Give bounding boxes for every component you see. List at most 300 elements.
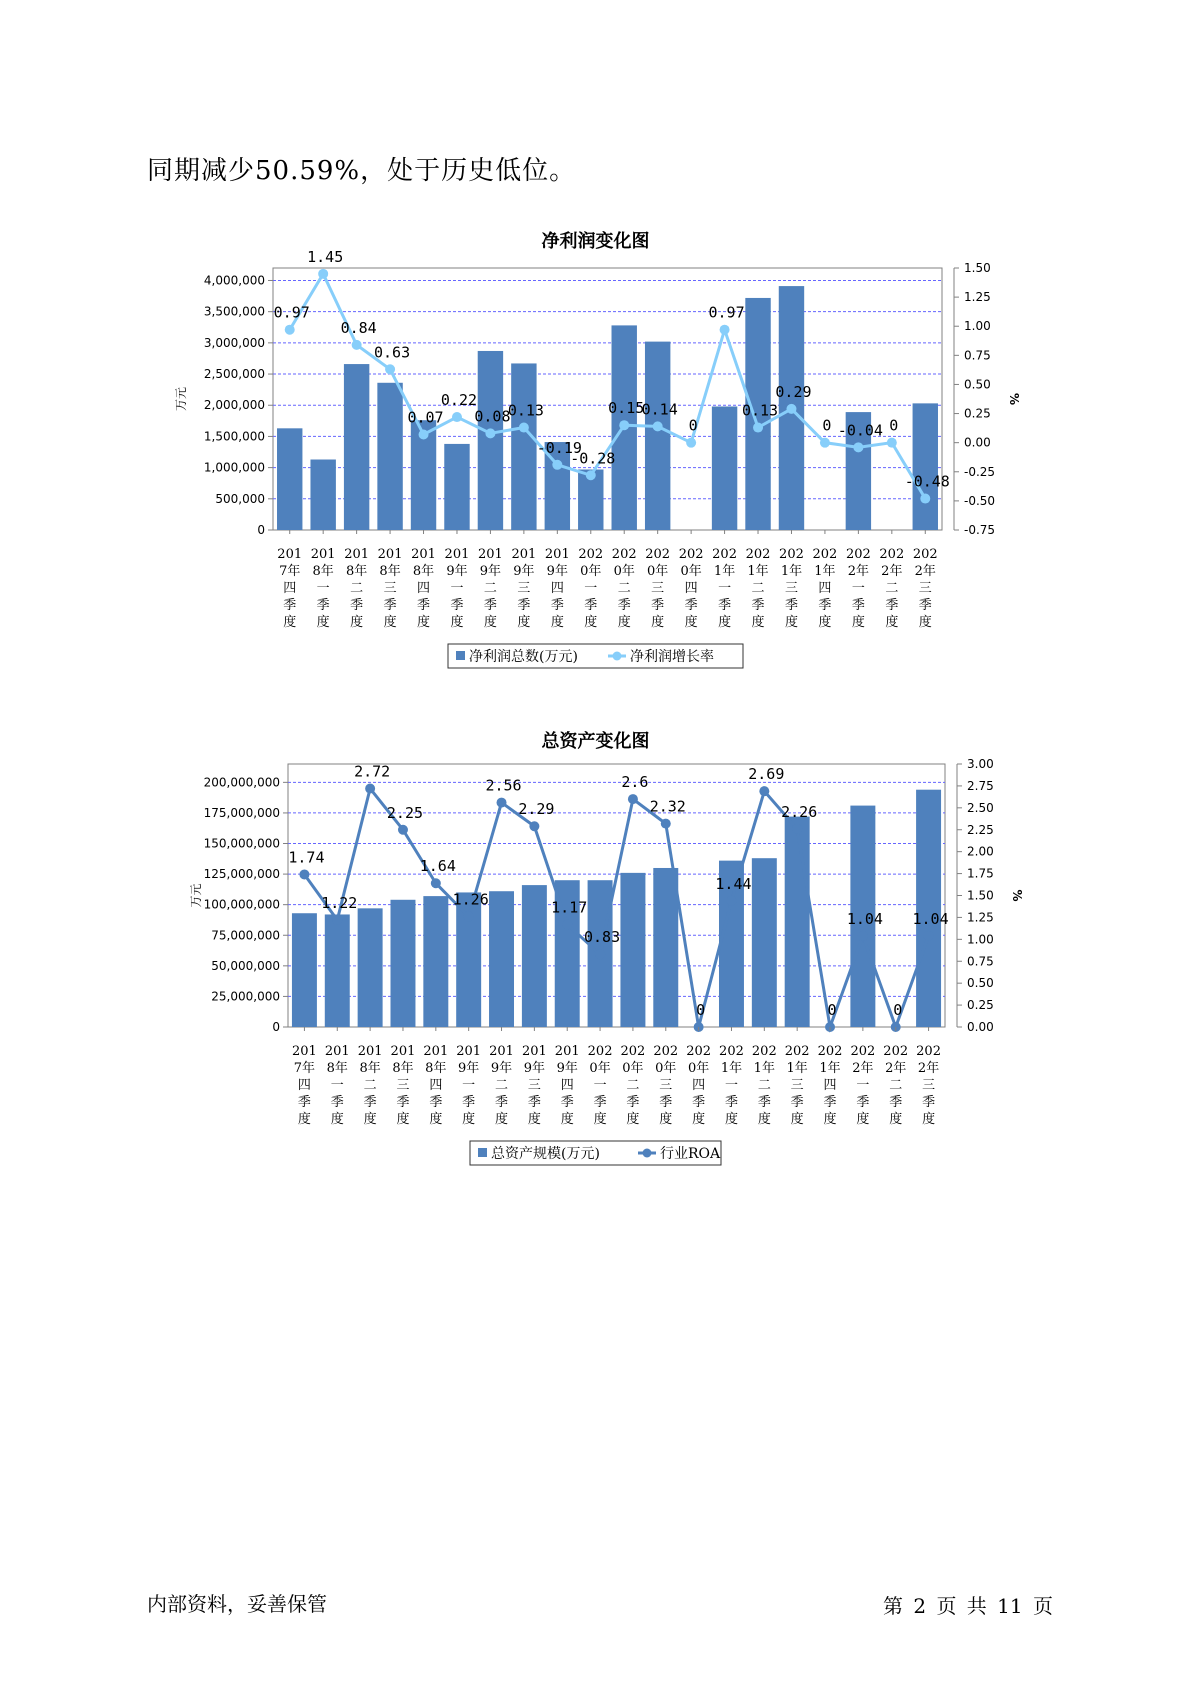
x-tick-label: 三 [918, 581, 932, 596]
x-tick-label: 季 [617, 598, 631, 613]
x-tick-label: 8年 [392, 1061, 414, 1076]
y-tick-label: 100,000,000 [203, 897, 280, 912]
data-label: 0 [688, 416, 698, 435]
x-tick-label: 度 [584, 615, 598, 630]
x-tick-label: 四 [417, 581, 431, 596]
x-tick-label: 季 [918, 598, 932, 613]
x-tick-label: 202 [850, 1044, 876, 1059]
y2-tick-label: 1.75 [967, 866, 994, 881]
x-tick-label: 1年 [753, 1061, 775, 1076]
y-tick-label: 200,000,000 [203, 775, 280, 790]
line-point [920, 494, 930, 504]
x-tick-label: 季 [724, 1095, 738, 1110]
x-tick-label: 9年 [479, 564, 502, 579]
data-label: 0.07 [407, 408, 444, 427]
bar [390, 900, 415, 1027]
line-point [385, 364, 395, 374]
x-tick-label: 度 [617, 615, 631, 630]
chart1-title: 净利润变化图 [541, 231, 650, 252]
x-tick-label: 一 [851, 581, 865, 596]
x-tick-label: 四 [692, 1078, 706, 1093]
x-tick-label: 季 [885, 598, 899, 613]
y2-tick-label: -0.25 [964, 464, 996, 479]
x-tick-label: 202 [653, 1044, 679, 1059]
x-tick-label: 201 [423, 1044, 449, 1059]
bar [916, 790, 941, 1027]
data-label: -0.19 [536, 438, 582, 457]
bar [653, 868, 678, 1027]
y2-tick-label: 0.50 [964, 377, 991, 392]
line-point [853, 442, 863, 452]
x-tick-label: 四 [550, 581, 564, 596]
x-tick-label: 季 [483, 598, 497, 613]
data-label: -0.28 [570, 449, 616, 468]
x-tick-label: 度 [283, 615, 297, 630]
legend-bar-swatch [456, 651, 465, 660]
x-tick-label: 201 [390, 1044, 416, 1059]
y2-tick-label: 2.00 [967, 844, 994, 859]
x-tick-label: 202 [817, 1044, 843, 1059]
x-tick-label: 季 [790, 1095, 804, 1110]
line-point [299, 869, 309, 879]
y2-tick-label: 0.75 [964, 348, 991, 363]
x-tick-label: 度 [316, 615, 330, 630]
x-tick-label: 季 [450, 598, 464, 613]
line-point [419, 430, 429, 440]
x-tick-label: 202 [883, 1044, 909, 1059]
bar [645, 342, 670, 530]
x-tick-label: 季 [584, 598, 598, 613]
x-tick-label: 季 [495, 1095, 509, 1110]
x-tick-label: 季 [517, 598, 531, 613]
x-tick-label: 9年 [446, 564, 468, 579]
y-tick-label: 125,000,000 [203, 867, 280, 882]
x-tick-label: 201 [357, 1044, 383, 1059]
line-point [519, 423, 529, 433]
x-tick-label: 度 [651, 615, 665, 630]
x-tick-label: 季 [784, 598, 798, 613]
data-label: 0.97 [708, 303, 745, 322]
x-tick-label: 7年 [293, 1061, 316, 1076]
data-label: 0.13 [741, 401, 779, 420]
y2-tick-label: 0.25 [964, 406, 991, 421]
x-tick-label: 一 [718, 581, 732, 596]
x-tick-label: 2年 [852, 1061, 874, 1076]
x-tick-label: 201 [344, 547, 370, 562]
x-tick-label: 三 [517, 581, 531, 596]
legend-bar-swatch [478, 1148, 487, 1157]
x-tick-label: 度 [718, 615, 732, 630]
data-label: 0.15 [608, 399, 645, 418]
line-point [318, 269, 328, 279]
x-tick-label: 202 [751, 1044, 777, 1059]
line-point [726, 896, 736, 906]
x-tick-label: 201 [489, 1044, 514, 1059]
y2-tick-label: -0.75 [964, 523, 996, 537]
bar [785, 817, 810, 1027]
x-tick-label: 202 [712, 547, 737, 562]
x-tick-label: 四 [560, 1078, 574, 1093]
y2-tick-label: 1.00 [967, 932, 994, 947]
x-tick-label: 一 [462, 1078, 476, 1093]
line-point [452, 412, 462, 422]
bar [358, 908, 383, 1027]
chart2-title: 总资产变化图 [541, 731, 650, 752]
x-tick-label: 202 [784, 1044, 810, 1059]
x-tick-label: 201 [478, 547, 503, 562]
x-tick-label: 1年 [780, 564, 803, 579]
y-axis-title: 万元 [189, 883, 203, 908]
y2-tick-label: 1.25 [964, 290, 991, 305]
x-tick-label: 季 [593, 1095, 607, 1110]
x-tick-label: 度 [593, 1112, 607, 1127]
x-tick-label: 季 [330, 1095, 344, 1110]
x-tick-label: 季 [363, 1095, 377, 1110]
x-tick-label: 三 [922, 1078, 936, 1093]
total-assets-chart [0, 750, 1191, 1180]
x-tick-label: 0年 [622, 1061, 644, 1076]
x-tick-label: 二 [757, 1078, 771, 1093]
x-tick-label: 201 [310, 547, 336, 562]
bar [712, 406, 737, 530]
net-profit-chart [0, 250, 1191, 710]
y-tick-label: 0 [257, 523, 265, 537]
data-label: 0 [889, 416, 899, 435]
x-tick-label: 度 [885, 615, 899, 630]
y-tick-label: 50,000,000 [211, 958, 280, 973]
line-point [887, 438, 897, 448]
y2-tick-label: 1.50 [964, 261, 991, 275]
bar [444, 444, 469, 530]
x-tick-label: 度 [517, 615, 531, 630]
line-point [529, 821, 539, 831]
y-tick-label: 75,000,000 [211, 928, 280, 943]
x-tick-label: 二 [751, 581, 765, 596]
y2-tick-label: 0.25 [967, 998, 994, 1013]
x-tick-label: 202 [745, 547, 771, 562]
x-tick-label: 201 [544, 547, 570, 562]
line-point [619, 420, 629, 430]
data-label: 1.22 [321, 894, 358, 913]
x-tick-label: 一 [450, 581, 464, 596]
x-tick-label: 202 [912, 547, 938, 562]
y-tick-label: 4,000,000 [203, 273, 265, 288]
x-tick-label: 度 [396, 1112, 410, 1127]
x-tick-label: 度 [450, 615, 464, 630]
line-point [595, 949, 605, 959]
data-label: 2.26 [781, 802, 818, 821]
line-point [661, 819, 671, 829]
x-tick-label: 二 [889, 1078, 903, 1093]
data-label: 2.69 [748, 765, 785, 784]
x-tick-label: 度 [922, 1112, 936, 1127]
x-tick-label: 201 [377, 547, 403, 562]
x-tick-label: 201 [511, 547, 537, 562]
x-tick-label: 201 [456, 1044, 482, 1059]
data-label: -0.48 [904, 472, 950, 491]
x-tick-label: 202 [587, 1044, 613, 1059]
y2-tick-label: -0.50 [964, 493, 996, 508]
x-tick-label: 202 [645, 547, 671, 562]
x-tick-label: 三 [784, 581, 798, 596]
x-tick-label: 四 [823, 1078, 837, 1093]
x-tick-label: 9年 [513, 564, 535, 579]
x-tick-label: 季 [560, 1095, 574, 1110]
legend-line-label: 行业ROA [660, 1146, 721, 1162]
x-tick-label: 202 [578, 547, 604, 562]
bar [377, 383, 402, 530]
data-label: 0.97 [273, 303, 310, 322]
data-label: 2.32 [649, 797, 686, 816]
line-point [365, 784, 375, 794]
x-tick-label: 四 [429, 1078, 443, 1093]
x-tick-label: 二 [626, 1078, 640, 1093]
x-tick-label: 0年 [647, 564, 669, 579]
x-tick-label: 1年 [747, 564, 769, 579]
x-tick-label: 季 [659, 1095, 673, 1110]
x-tick-label: 0年 [687, 1061, 710, 1076]
x-tick-label: 度 [823, 1112, 837, 1127]
data-label: 2.6 [621, 773, 649, 792]
line-point [820, 438, 830, 448]
x-tick-label: 0年 [580, 564, 602, 579]
bar [511, 363, 536, 530]
line-point [586, 470, 596, 480]
x-tick-label: 9年 [523, 1061, 546, 1076]
x-tick-label: 2年 [914, 564, 936, 579]
legend-line-marker [643, 1149, 652, 1158]
x-tick-label: 度 [851, 615, 865, 630]
x-tick-label: 季 [818, 598, 832, 613]
x-tick-label: 一 [856, 1078, 870, 1093]
line-point [753, 423, 763, 433]
x-tick-label: 度 [659, 1112, 673, 1127]
bar [620, 873, 645, 1027]
y-tick-label: 2,000,000 [203, 398, 265, 413]
line-point [720, 325, 730, 335]
bar [913, 403, 938, 530]
y2-tick-label: 2.75 [967, 778, 994, 793]
x-tick-label: 季 [626, 1095, 640, 1110]
data-label: 0 [893, 1001, 903, 1019]
x-tick-label: 三 [383, 581, 397, 596]
data-label: 0.63 [374, 343, 411, 362]
line-point [398, 825, 408, 835]
x-tick-label: 2年 [917, 1061, 940, 1076]
bar [277, 428, 302, 530]
x-tick-label: 9年 [546, 564, 568, 579]
bar [344, 364, 369, 530]
x-tick-label: 8年 [412, 564, 435, 579]
x-tick-label: 四 [283, 581, 297, 596]
x-tick-label: 三 [651, 581, 665, 596]
data-label: 1.17 [551, 898, 588, 917]
x-tick-label: 0年 [680, 564, 702, 579]
x-tick-label: 2年 [881, 564, 903, 579]
x-tick-label: 度 [684, 615, 698, 630]
x-tick-label: 9年 [458, 1061, 480, 1076]
x-tick-label: 8年 [359, 1061, 381, 1076]
x-tick-label: 季 [651, 598, 665, 613]
x-tick-label: 四 [818, 581, 832, 596]
x-tick-label: 一 [724, 1078, 738, 1093]
x-tick-label: 三 [527, 1078, 541, 1093]
x-tick-label: 8年 [326, 1061, 348, 1076]
x-tick-label: 度 [692, 1112, 706, 1127]
data-label: 2.56 [485, 776, 522, 795]
x-tick-label: 二 [350, 581, 364, 596]
x-tick-label: 度 [784, 615, 798, 630]
y-axis-title: 万元 [174, 386, 188, 412]
data-label: 0.22 [440, 391, 478, 410]
x-tick-label: 度 [363, 1112, 377, 1127]
x-tick-label: 季 [383, 598, 397, 613]
x-tick-label: 季 [316, 598, 330, 613]
line-point [562, 919, 572, 929]
y2-tick-label: 0.75 [967, 954, 994, 969]
x-tick-label: 2年 [885, 1061, 907, 1076]
line-point [628, 794, 638, 804]
x-tick-label: 202 [719, 1044, 744, 1059]
x-tick-label: 度 [889, 1112, 903, 1127]
x-tick-label: 202 [611, 547, 637, 562]
x-tick-label: 1年 [720, 1061, 743, 1076]
legend-line-marker [613, 652, 622, 661]
intro-text: 同期减少50.59%，处于历史低位。 [147, 156, 577, 186]
data-label: 0.83 [584, 928, 621, 947]
x-tick-label: 季 [462, 1095, 476, 1110]
x-tick-label: 202 [678, 547, 704, 562]
footer-confidential: 内部资料，妥善保管 [147, 1592, 327, 1616]
x-tick-label: 四 [297, 1078, 311, 1093]
x-tick-label: 1年 [786, 1061, 808, 1076]
y2-tick-label: 0.00 [964, 435, 991, 450]
x-tick-label: 季 [550, 598, 564, 613]
x-tick-label: 度 [560, 1112, 574, 1127]
x-tick-label: 一 [584, 581, 598, 596]
y-tick-label: 2,500,000 [203, 367, 265, 382]
bar [752, 858, 777, 1027]
y2-tick-label: 3.00 [967, 757, 994, 771]
line-point [464, 912, 474, 922]
x-tick-label: 二 [495, 1078, 509, 1093]
data-label: 0.13 [507, 401, 544, 420]
bar [489, 891, 514, 1027]
x-tick-label: 202 [812, 547, 838, 562]
x-tick-label: 季 [417, 598, 431, 613]
y-tick-label: 175,000,000 [203, 805, 280, 820]
line-point [759, 786, 769, 796]
x-tick-label: 202 [845, 547, 871, 562]
x-tick-label: 度 [751, 615, 765, 630]
x-tick-label: 季 [396, 1095, 410, 1110]
line-point [858, 931, 868, 941]
x-tick-label: 度 [417, 615, 431, 630]
x-tick-label: 季 [922, 1095, 936, 1110]
x-tick-label: 二 [363, 1078, 377, 1093]
x-tick-label: 0年 [613, 564, 635, 579]
line-point [552, 460, 562, 470]
data-label: 0 [827, 1001, 837, 1019]
y-tick-label: 3,500,000 [203, 304, 265, 319]
x-tick-label: 201 [324, 1044, 350, 1059]
x-tick-label: 201 [444, 547, 470, 562]
x-tick-label: 度 [350, 615, 364, 630]
bar [522, 885, 547, 1027]
y-tick-label: 1,500,000 [203, 429, 265, 444]
legend-bar-label: 总资产规模(万元) [491, 1146, 600, 1162]
x-tick-label: 季 [851, 598, 865, 613]
x-tick-label: 四 [684, 581, 698, 596]
x-tick-label: 202 [779, 547, 804, 562]
y2-axis-title: % [1010, 889, 1024, 902]
x-tick-label: 202 [620, 1044, 646, 1059]
line-point [924, 931, 934, 941]
line-point [786, 404, 796, 414]
x-tick-label: 季 [527, 1095, 541, 1110]
data-label: 2.25 [386, 803, 424, 822]
x-tick-label: 度 [757, 1112, 771, 1127]
x-tick-label: 度 [918, 615, 932, 630]
x-tick-label: 度 [790, 1112, 804, 1127]
bar [292, 913, 317, 1027]
data-label: 1.64 [419, 857, 456, 876]
x-tick-label: 季 [757, 1095, 771, 1110]
y2-tick-label: 0.50 [967, 976, 994, 991]
x-tick-label: 9年 [556, 1061, 578, 1076]
bar [478, 351, 503, 530]
line-point [686, 438, 696, 448]
x-tick-label: 7年 [279, 564, 301, 579]
x-tick-label: 二 [617, 581, 631, 596]
x-tick-label: 202 [879, 547, 905, 562]
x-tick-label: 8年 [312, 564, 334, 579]
x-tick-label: 季 [297, 1095, 311, 1110]
data-label: 0 [696, 1001, 706, 1019]
data-label: 1.26 [452, 890, 489, 909]
data-label: 2.29 [518, 800, 555, 819]
y-tick-label: 0 [272, 1020, 280, 1034]
x-tick-label: 9年 [490, 1061, 513, 1076]
x-tick-label: 202 [686, 1044, 712, 1059]
bar [310, 460, 335, 530]
x-tick-label: 201 [411, 547, 436, 562]
line-point [485, 428, 495, 438]
x-tick-label: 度 [550, 615, 564, 630]
x-tick-label: 8年 [345, 564, 368, 579]
y-tick-label: 1,000,000 [203, 460, 265, 475]
line-point [497, 798, 507, 808]
x-tick-label: 度 [462, 1112, 476, 1127]
x-tick-label: 度 [429, 1112, 443, 1127]
x-tick-label: 8年 [425, 1061, 447, 1076]
footer-page-number: 第 2 页 共 11 页 [883, 1594, 1053, 1618]
line-point [431, 878, 441, 888]
x-tick-label: 季 [718, 598, 732, 613]
x-tick-label: 0年 [589, 1061, 611, 1076]
y2-tick-label: 1.50 [967, 888, 994, 903]
x-tick-label: 度 [818, 615, 832, 630]
y2-axis-title: % [1007, 392, 1021, 406]
line-point [332, 915, 342, 925]
data-label: 0.08 [474, 407, 511, 426]
x-tick-label: 二 [483, 581, 497, 596]
x-tick-label: 度 [383, 615, 397, 630]
legend-line-label: 净利润增长率 [630, 649, 714, 665]
x-tick-label: 度 [527, 1112, 541, 1127]
y2-tick-label: 1.00 [964, 319, 991, 334]
data-label: 1.04 [846, 909, 883, 928]
